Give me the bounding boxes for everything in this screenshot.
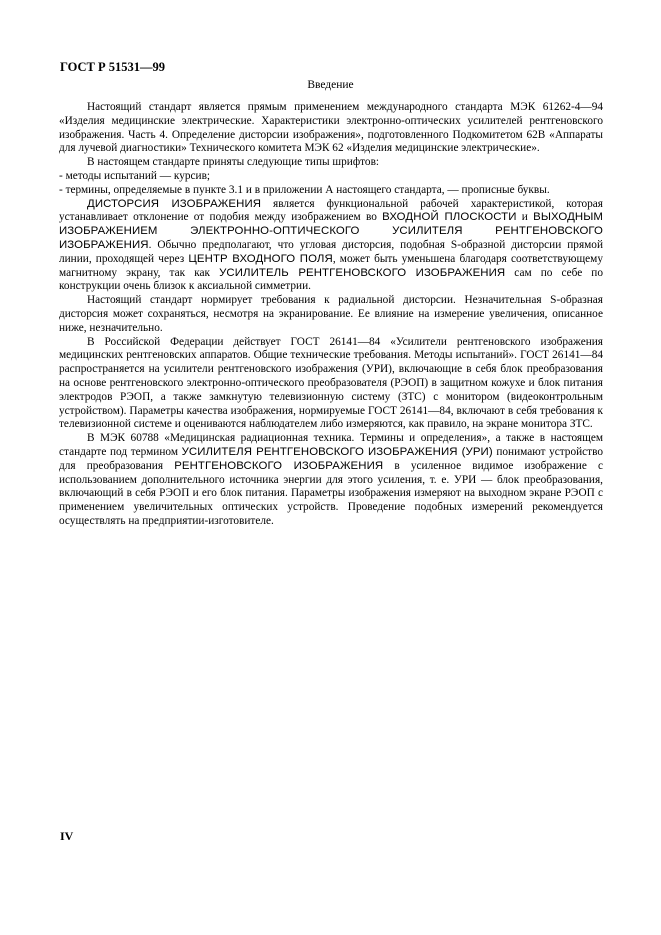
- term-image-distortion: ДИСТОРСИЯ ИЗОБРАЖЕНИЯ: [87, 197, 262, 210]
- text-run: . Обычно предполагают, что угловая дисторсия, подобная S-образной дисторсии прямой линии, проходящей через: [59, 238, 603, 265]
- page-number: IV: [60, 829, 74, 843]
- list-item-terms: - термины, определяемые в пункте 3.1 и в приложении А настоящего стандарта, — прописные буквы.: [59, 183, 550, 196]
- section-title: Введение: [307, 79, 354, 91]
- text-run: сам по себе по конструкции очень близок к аксиальной симметрии.: [59, 266, 604, 293]
- paragraph-intro: Настоящий стандарт является прямым применением международного стандарта МЭК 61262-4—94 «Изделия медицинские электрические. Характеристики электронно-оптических усилителей рентгеновского изображения. Часть 4. Определение дисторсии изображения», подготовленного Подкомитетом 62В «Аппараты для лучевой диагностики» Технического комитета МЭК 62 «Изделия медицинские электрические».: [59, 101, 603, 155]
- paragraph-russian-federation: В Российской Федерации действует ГОСТ 26141—84 «Усилители рентгеновского изображения медицинских рентгеновских аппаратов. Общие технические требования. Методы испытаний». ГОСТ 26141—84 распространяется на усилители рентгеновского изображения (УРИ), включающие в себя блок преобразования на основе рентгеновского электронно-оптического преобразователя (РЭОП) в защитном кожухе и блок питания электродов РЭОП, а также замкнутую телевизионную систему (ЗТС) с монитором (видеоконтрольным устройством). Параметры качества изображения, нормируемые ГОСТ 26141—84, включают в себя требования к телевизионной системе и оцениваются наблюдателем либо измеряются, как правило, на экране монитора ЗТС.: [59, 335, 603, 431]
- term-input-plane: ВХОДНОЙ ПЛОСКОСТИ: [382, 211, 517, 224]
- term-xray-image: РЕНТГЕНОВСКОГО ИЗОБРАЖЕНИЯ: [174, 459, 384, 472]
- text-run: и: [516, 211, 534, 224]
- list-item-methods: - методы испытаний — курсив;: [59, 169, 211, 182]
- paragraph-fonts: В настоящем стандарте приняты следующие типы шрифтов:: [87, 156, 380, 169]
- paragraph-iec-60788: [59, 432, 603, 529]
- document-body: [59, 101, 603, 529]
- term-output-image: ВЫХОДНЫМ ИЗОБРАЖЕНИЕМ ЭЛЕКТРОННО-ОПТИЧЕСКОГО УСИЛИТЕЛЯ РЕНТГЕНОВСКОГО ИЗОБРАЖЕНИЯ: [59, 211, 603, 251]
- document-id-header: ГОСТ Р 51531—99: [60, 60, 166, 74]
- text-run: понимают устройство для преобразования: [59, 445, 604, 472]
- term-intensifier-uri: УСИЛИТЕЛЯ РЕНТГЕНОВСКОГО ИЗОБРАЖЕНИЯ (УРИ): [181, 445, 493, 458]
- paragraph-radial-distortion: Настоящий стандарт нормирует требования к радиальной дисторсии. Незначительная S-образная дисторсия может сохраняться, несмотря на экранирование. Ее влияние на измерение увеличения, описанное ниже, незначительно.: [59, 294, 603, 334]
- paragraph-distortion: [59, 198, 603, 295]
- text-run: является функциональной рабочей характеристикой, которая устанавливает отклонение от подобия между изображением во: [59, 197, 603, 224]
- term-input-field-center: ЦЕНТР ВХОДНОГО ПОЛЯ: [188, 252, 333, 265]
- text-run: В МЭК 60788 «Медицинская радиационная техника. Термины и определения», а также в настоящем стандарте под термином: [59, 432, 603, 458]
- text-run: в усиленное видимое изображение с использованием дополнительного источника энергии для этого усиления, т. е. УРИ — блок преобразования, включающий в себя РЭОП и его блок питания. Параметры изображения измеряют на выходном экране РЭОП с применением увеличительных оптических устройств. Проведение подобных измерений рекомендуется осуществлять на предприятии-изготовителе.: [59, 459, 604, 527]
- term-xray-image-intensifier: УСИЛИТЕЛЬ РЕНТГЕНОВСКОГО ИЗОБРАЖЕНИЯ: [219, 266, 506, 279]
- text-run: , может быть уменьшена благодаря соответствующему магнитному экрану, так как: [59, 252, 603, 279]
